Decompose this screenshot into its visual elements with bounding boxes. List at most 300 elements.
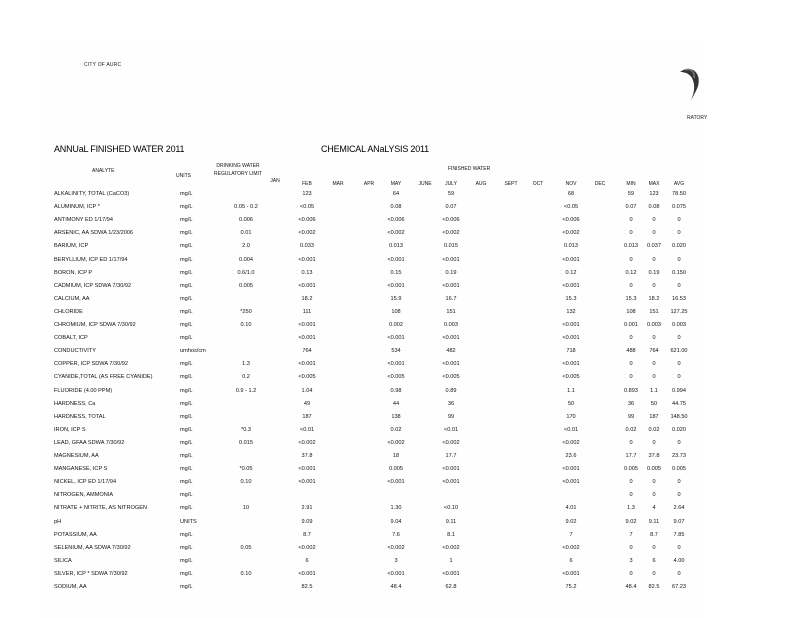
stat-header-max: MAX <box>648 181 660 187</box>
analyte-cell: CONDUCTIVITY <box>54 348 96 355</box>
table-row <box>0 227 800 239</box>
month-value-cell: <0.002 <box>387 230 405 237</box>
table-row <box>0 385 800 397</box>
analyte-cell: CADMIUM, ICP SDWA 7/30/92 <box>54 282 132 289</box>
limit-header-line1: DRINKING WATER <box>216 163 260 169</box>
analyte-cell: BERYLLIUM, ICP ED 1/17/94 <box>54 256 128 263</box>
units-cell: mg/L <box>180 387 193 394</box>
max-cell: 0.037 <box>647 243 661 250</box>
month-value-cell: 18 <box>392 453 400 459</box>
avg-cell: 44.75 <box>672 400 686 407</box>
month-value-cell: 482 <box>446 348 456 355</box>
table-row <box>0 332 800 344</box>
max-cell: 123 <box>649 191 659 197</box>
month-value-cell: <0.002 <box>387 439 405 446</box>
max-cell: 0.003 <box>647 322 661 328</box>
analyte-cell: ANTIMONY ED 1/17/94 <box>54 217 113 224</box>
min-cell: 15.3 <box>625 295 637 302</box>
max-cell: 0 <box>652 217 656 224</box>
table-row <box>0 345 800 357</box>
units-cell: mg/L <box>180 269 193 276</box>
month-value-cell: 17.7 <box>445 453 457 459</box>
month-header-nov: NOV <box>565 181 577 187</box>
month-value-cell: <0.001 <box>562 479 580 486</box>
limit-cell: 0.10 <box>240 479 252 486</box>
month-value-cell: 3 <box>394 557 398 564</box>
month-value-cell: 7 <box>569 531 573 538</box>
month-value-cell: <0.002 <box>298 230 316 237</box>
table-row <box>0 581 800 593</box>
limit-cell: 0.10 <box>240 322 252 328</box>
units-cell: mg/L <box>180 230 193 237</box>
table-row <box>0 502 800 514</box>
month-value-cell: <0.001 <box>442 335 460 342</box>
month-value-cell: <0.001 <box>562 361 580 368</box>
table-row <box>0 254 800 266</box>
limit-cell: 0.9 - 1.2 <box>235 387 257 394</box>
month-value-cell: <0.001 <box>442 570 460 577</box>
units-cell: mg/L <box>180 466 193 473</box>
month-header-feb: FEB <box>302 181 312 187</box>
units-cell: mg/L <box>180 217 193 224</box>
limit-cell: 0.01 <box>240 230 252 237</box>
analyte-cell: ALKALINITY, TOTAL (CaCO3) <box>54 191 130 197</box>
analyte-cell: ALUMINUM, ICP * <box>54 204 100 211</box>
month-value-cell: 9.11 <box>445 518 457 525</box>
month-value-cell: 111 <box>302 308 312 315</box>
max-cell: 9.11 <box>648 518 660 525</box>
analyte-cell: pH <box>54 518 62 525</box>
month-value-cell: <0.001 <box>562 256 580 263</box>
table-row <box>0 306 800 318</box>
max-cell: 0.005 <box>647 466 661 473</box>
min-cell: 1.3 <box>627 505 635 512</box>
month-value-cell: <0.001 <box>387 479 405 486</box>
analyte-cell: SODIUM, AA <box>54 584 87 590</box>
min-cell: 0 <box>629 544 633 551</box>
month-value-cell: <0.001 <box>298 335 316 342</box>
month-value-cell: <0.001 <box>298 466 316 473</box>
month-value-cell: 108 <box>391 308 401 315</box>
month-value-cell: <0.01 <box>299 426 315 433</box>
units-cell: umhos/cm <box>180 348 206 355</box>
units-cell: mg/L <box>180 505 193 512</box>
max-cell: 151 <box>649 308 659 315</box>
month-value-cell: <0.005 <box>562 374 580 381</box>
limit-cell: *0.05 <box>239 466 253 473</box>
max-cell: 0 <box>652 256 656 263</box>
avg-cell: 16.53 <box>672 295 686 302</box>
units-cell: mg/L <box>180 413 193 420</box>
avg-cell: 0 <box>677 439 681 446</box>
avg-cell: 9.07 <box>673 518 685 525</box>
limit-cell: 0.2 <box>242 374 250 381</box>
month-header-may: MAY <box>390 181 402 187</box>
month-value-cell: 18.2 <box>301 295 313 302</box>
month-value-cell: 718 <box>566 348 576 355</box>
table-row <box>0 529 800 541</box>
table-row <box>0 201 800 213</box>
month-value-cell: <0.005 <box>442 374 460 381</box>
month-value-cell: <0.005 <box>387 374 405 381</box>
avg-cell: 0 <box>677 335 681 342</box>
table-row <box>0 319 800 331</box>
analyte-cell: BORON, ICP P <box>54 269 93 276</box>
limit-cell: *0.3 <box>241 426 251 433</box>
min-cell: 0 <box>629 217 633 224</box>
avg-cell: 0 <box>677 282 681 289</box>
max-cell: 82.5 <box>648 584 660 590</box>
month-value-cell: 6 <box>569 557 573 564</box>
month-value-cell: 1.04 <box>301 387 313 394</box>
month-value-cell: <0.001 <box>562 282 580 289</box>
month-value-cell: 0.13 <box>301 269 313 276</box>
analyte-cell: ARSENIC, AA SDWA 1/23/2006 <box>54 230 134 237</box>
month-value-cell: 15.3 <box>565 295 577 302</box>
month-value-cell: 62.8 <box>445 584 457 590</box>
units-cell: mg/L <box>180 453 193 459</box>
month-value-cell: <0.005 <box>298 374 316 381</box>
max-cell: 8.7 <box>650 531 658 538</box>
units-cell: mg/L <box>180 191 193 197</box>
month-value-cell: 1.30 <box>390 505 402 512</box>
units-cell: mg/L <box>180 204 193 211</box>
month-value-cell: <0.001 <box>298 361 316 368</box>
month-value-cell: <0.001 <box>562 322 580 328</box>
table-row <box>0 568 800 580</box>
month-value-cell: <0.001 <box>442 466 460 473</box>
min-cell: 0.001 <box>624 322 638 328</box>
month-value-cell: 23.6 <box>565 453 577 459</box>
month-value-cell: <0.001 <box>562 570 580 577</box>
avg-cell: 0.994 <box>672 387 686 394</box>
min-cell: 0 <box>629 439 633 446</box>
avg-cell: 0 <box>677 374 681 381</box>
min-cell: 7 <box>629 531 633 538</box>
table-row <box>0 358 800 370</box>
month-value-cell: 0.15 <box>390 269 402 276</box>
month-header-june: JUNE <box>418 181 432 187</box>
units-cell: mg/L <box>180 295 193 302</box>
month-value-cell: 4.01 <box>565 505 577 512</box>
analyte-cell: NITROGEN, AMMONIA <box>54 492 114 499</box>
table-row <box>0 371 800 383</box>
max-cell: 0 <box>652 544 656 551</box>
table-row <box>0 280 800 292</box>
month-value-cell: 48.4 <box>390 584 402 590</box>
avg-cell: 621.00 <box>670 348 688 355</box>
min-cell: 0 <box>629 361 633 368</box>
month-value-cell: 68 <box>567 191 575 197</box>
analyte-cell: CHLORIDE <box>54 308 83 315</box>
month-value-cell: <0.001 <box>298 282 316 289</box>
max-cell: 50 <box>650 400 658 407</box>
min-cell: 0.02 <box>625 426 637 433</box>
avg-cell: 0.020 <box>672 426 686 433</box>
month-value-cell: 8.1 <box>447 531 455 538</box>
analyte-cell: NITRATE + NITRITE, AS NITROGEN <box>54 505 147 512</box>
units-cell: mg/L <box>180 308 193 315</box>
month-value-cell: 138 <box>391 413 401 420</box>
max-cell: 37.8 <box>648 453 660 459</box>
month-value-cell: 0.08 <box>390 204 402 211</box>
month-value-cell: <0.002 <box>442 439 460 446</box>
avg-cell: 0.150 <box>672 269 686 276</box>
stat-header-avg: AVG <box>673 181 685 187</box>
month-value-cell: 44 <box>392 400 400 407</box>
month-value-cell: <0.006 <box>298 217 316 224</box>
month-value-cell: <0.05 <box>299 204 315 211</box>
limit-cell: 0.05 - 0.2 <box>234 204 258 211</box>
limit-cell: 0.004 <box>239 256 253 263</box>
analyte-cell: COBALT, ICP <box>54 335 88 342</box>
units-cell: mg/L <box>180 531 193 538</box>
min-cell: 488 <box>626 348 636 355</box>
avg-cell: 2.64 <box>673 505 685 512</box>
max-cell: 4 <box>652 505 656 512</box>
month-header-apr: APR <box>363 181 375 187</box>
max-cell: 0 <box>652 479 656 486</box>
avg-cell: 0 <box>677 479 681 486</box>
units-cell: mg/L <box>180 557 193 564</box>
month-value-cell: <0.006 <box>387 217 405 224</box>
month-value-cell: 534 <box>391 348 401 355</box>
min-cell: 0 <box>629 570 633 577</box>
report-title: ANNUaL FINISHED WATER 2011 <box>54 144 185 154</box>
month-value-cell: 6 <box>305 557 309 564</box>
analyte-cell: CYANIDE,TOTAL (AS FREE CYANIDE) <box>54 374 153 381</box>
table-row <box>0 437 800 449</box>
analyte-cell: MAGNESIUM, AA <box>54 453 99 459</box>
month-value-cell: 0.013 <box>389 243 403 250</box>
avg-cell: 0 <box>677 544 681 551</box>
analyte-cell: SILICA <box>54 557 72 564</box>
min-cell: 0.893 <box>624 387 638 394</box>
month-value-cell: <0.01 <box>563 426 579 433</box>
units-cell: mg/L <box>180 492 193 499</box>
month-value-cell: 1.1 <box>567 387 575 394</box>
max-cell: 0 <box>652 374 656 381</box>
stat-header-min: MIN <box>626 181 636 187</box>
avg-cell: 0.075 <box>672 204 686 211</box>
month-value-cell: <0.001 <box>562 466 580 473</box>
min-cell: 108 <box>626 308 636 315</box>
avg-cell: 0.020 <box>672 243 686 250</box>
month-value-cell: 15.9 <box>390 295 402 302</box>
max-cell: 0 <box>652 439 656 446</box>
month-value-cell: 0.19 <box>445 269 457 276</box>
month-value-cell: <0.01 <box>443 426 459 433</box>
analyte-cell: FLUORIDE (4.00 PPM) <box>54 387 113 394</box>
min-cell: 17.7 <box>625 453 637 459</box>
month-value-cell: <0.002 <box>298 544 316 551</box>
month-value-cell: <0.002 <box>442 230 460 237</box>
month-value-cell: 0.002 <box>389 322 403 328</box>
analyte-cell: HARDNESS, TOTAL <box>54 413 106 420</box>
limit-cell: 10 <box>242 505 250 512</box>
min-cell: 48.4 <box>625 584 637 590</box>
analyte-cell: COPPER, ICP SDWA 7/30/92 <box>54 361 128 368</box>
analyte-cell: MANGANESE, ICP S <box>54 466 108 473</box>
max-cell: 0 <box>652 230 656 237</box>
month-value-cell: <0.001 <box>442 479 460 486</box>
max-cell: 18.2 <box>648 295 660 302</box>
units-cell: mg/L <box>180 374 193 381</box>
avg-cell: 67.23 <box>672 584 686 590</box>
min-cell: 9.02 <box>625 518 637 525</box>
month-value-cell: <0.002 <box>562 230 580 237</box>
month-value-cell: 0.013 <box>564 243 578 250</box>
month-value-cell: 0.07 <box>445 204 457 211</box>
month-value-cell: <0.001 <box>387 570 405 577</box>
month-value-cell: 75.2 <box>565 584 577 590</box>
month-header-aug: AUG <box>475 181 487 187</box>
month-value-cell: <0.002 <box>562 544 580 551</box>
analyte-cell: HARDNESS, Ca <box>54 400 96 407</box>
table-row <box>0 267 800 279</box>
min-cell: 0 <box>629 230 633 237</box>
analyte-cell: CHROMIUM, ICP SDWA 7/30/92 <box>54 322 136 328</box>
month-value-cell: <0.001 <box>562 335 580 342</box>
month-value-cell: <0.001 <box>387 282 405 289</box>
month-value-cell: 170 <box>566 413 576 420</box>
units-cell: mg/L <box>180 322 193 328</box>
month-header-mar: MAR <box>332 181 344 187</box>
min-cell: 0.07 <box>625 204 637 211</box>
max-cell: 0.02 <box>648 426 660 433</box>
units-cell: mg/L <box>180 400 193 407</box>
month-value-cell: <0.002 <box>298 439 316 446</box>
month-value-cell: <0.001 <box>298 322 316 328</box>
month-value-cell: 764 <box>302 348 312 355</box>
max-cell: 187 <box>649 413 659 420</box>
month-value-cell: 9.09 <box>301 518 313 525</box>
month-value-cell: 64 <box>392 191 400 197</box>
month-value-cell: 0.015 <box>444 243 458 250</box>
table-row <box>0 463 800 475</box>
table-row <box>0 398 800 410</box>
min-cell: 99 <box>627 413 635 420</box>
table-row <box>0 476 800 488</box>
table-row <box>0 516 800 528</box>
month-value-cell: 0.02 <box>390 426 402 433</box>
month-value-cell: 49 <box>303 400 311 407</box>
min-cell: 3 <box>629 557 633 564</box>
min-cell: 59 <box>627 191 635 197</box>
month-value-cell: <0.001 <box>442 282 460 289</box>
table-row <box>0 450 800 462</box>
month-value-cell: 59 <box>447 191 455 197</box>
analyte-cell: BARIUM, ICP <box>54 243 89 250</box>
avg-cell: 0 <box>677 217 681 224</box>
analyte-cell: POTASSIUM, AA <box>54 531 97 538</box>
month-header-dec: DEC <box>594 181 606 187</box>
month-value-cell: 0.033 <box>300 243 314 250</box>
units-cell: mg/L <box>180 544 193 551</box>
month-header-oct: OCT <box>532 181 544 187</box>
limit-cell: *250 <box>240 308 252 315</box>
table-row <box>0 489 800 501</box>
avg-cell: 0.003 <box>672 322 686 328</box>
month-header-july: JULY <box>445 181 457 187</box>
month-value-cell: <0.001 <box>298 256 316 263</box>
max-cell: 0 <box>652 361 656 368</box>
month-value-cell: <0.001 <box>298 570 316 577</box>
avg-cell: 4.00 <box>673 557 685 564</box>
analyte-cell: NICKEL, ICP ED 1/17/94 <box>54 479 117 486</box>
month-value-cell: 187 <box>302 413 312 420</box>
max-cell: 6 <box>652 557 656 564</box>
limit-cell: 2.0 <box>242 243 250 250</box>
avg-cell: 78.50 <box>672 191 686 197</box>
month-value-cell: 0.89 <box>445 387 457 394</box>
table-row <box>0 555 800 567</box>
max-cell: 0 <box>652 570 656 577</box>
month-value-cell: <0.001 <box>387 361 405 368</box>
limit-cell: 1.3 <box>242 361 250 368</box>
max-cell: 764 <box>649 348 659 355</box>
units-cell: mg/L <box>180 243 193 250</box>
units-cell: mg/L <box>180 256 193 263</box>
month-value-cell: <0.001 <box>387 335 405 342</box>
units-cell: mg/L <box>180 361 193 368</box>
analysis-title: CHEMICAL ANaLYSIS 2011 <box>321 144 429 154</box>
month-value-cell: 37.8 <box>301 453 313 459</box>
month-value-cell: <0.001 <box>387 256 405 263</box>
month-value-cell: 0.12 <box>565 269 577 276</box>
month-value-cell: 2.91 <box>301 505 313 512</box>
units-cell: mg/L <box>180 479 193 486</box>
min-cell: 36 <box>627 400 635 407</box>
table-row <box>0 188 800 200</box>
analyte-cell: SELENIUM, AA SDWA 7/30/92 <box>54 544 131 551</box>
month-value-cell: <0.05 <box>563 204 579 211</box>
month-value-cell: 0.003 <box>444 322 458 328</box>
units-cell: mg/L <box>180 439 193 446</box>
laboratory-logo-icon <box>676 64 702 104</box>
avg-cell: 0 <box>677 230 681 237</box>
month-value-cell: <0.001 <box>442 361 460 368</box>
avg-cell: 7.85 <box>673 531 685 538</box>
month-value-cell: 151 <box>446 308 456 315</box>
limit-header-line2: REGULATORY LIMIT <box>214 171 262 177</box>
limit-cell: 0.005 <box>239 282 253 289</box>
table-row <box>0 240 800 252</box>
month-value-cell: <0.002 <box>562 439 580 446</box>
min-cell: 0 <box>629 479 633 486</box>
analyte-cell: CALCIUM, AA <box>54 295 90 302</box>
max-cell: 0.08 <box>648 204 660 211</box>
min-cell: 0.12 <box>625 269 637 276</box>
avg-cell: 0 <box>677 256 681 263</box>
min-cell: 0 <box>629 256 633 263</box>
month-header-jan: JAN <box>270 178 280 184</box>
organization-name: CITY OF AURC <box>84 62 122 68</box>
limit-cell: 0.006 <box>239 217 253 224</box>
finished-water-header: FINISHED WATER <box>448 166 491 172</box>
month-value-cell: <0.10 <box>443 505 459 512</box>
max-cell: 0 <box>652 335 656 342</box>
avg-cell: 0 <box>677 570 681 577</box>
min-cell: 0 <box>629 492 633 499</box>
month-value-cell: 0.98 <box>390 387 402 394</box>
table-row <box>0 214 800 226</box>
month-value-cell: 99 <box>447 413 455 420</box>
max-cell: 0 <box>652 492 656 499</box>
avg-cell: 23.73 <box>672 453 686 459</box>
month-value-cell: <0.002 <box>387 544 405 551</box>
month-value-cell: 123 <box>302 191 312 197</box>
